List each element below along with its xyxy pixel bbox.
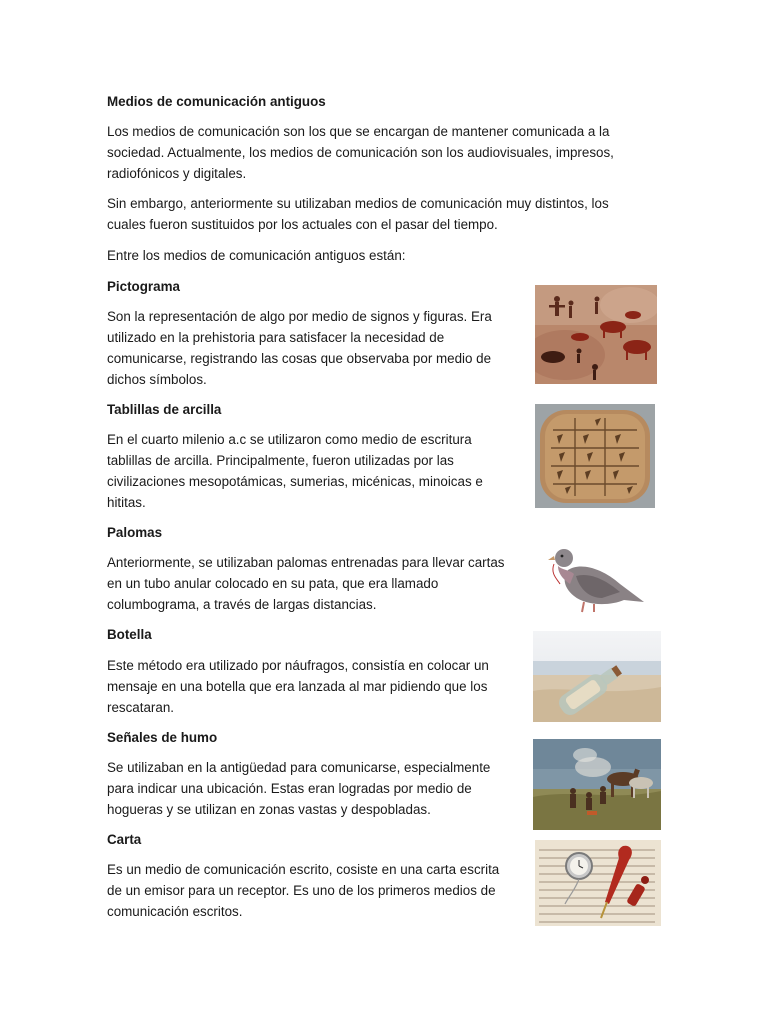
section-heading-botella: Botella bbox=[107, 627, 152, 642]
section-line: Anteriormente, se utilizaban palomas entrenadas para llevar cartas bbox=[107, 555, 505, 570]
section-line: de un emisor para un receptor. Es uno de los primeros medios de bbox=[107, 883, 496, 898]
cave-painting-image bbox=[535, 285, 657, 384]
section-line: Es un medio de comunicación escrito, cosiste en una carta escrita bbox=[107, 862, 500, 877]
section-line: comunicarse, registrando las cosas que observaba por medio de bbox=[107, 351, 492, 366]
section-line: para indicar una ubicación. Estas eran logradas por medio de bbox=[107, 781, 472, 796]
letter-image bbox=[535, 840, 661, 926]
section-heading-carta: Carta bbox=[107, 832, 142, 847]
smoke-signals-image bbox=[533, 739, 661, 830]
section-line: comunicación escritos. bbox=[107, 904, 243, 919]
clay-tablet-image bbox=[535, 404, 655, 508]
intro-line: Los medios de comunicación son los que se encargan de mantener comunicada a la bbox=[107, 124, 610, 139]
intro-line: cuales fueron sustituidos por los actuales con el pasar del tiempo. bbox=[107, 217, 498, 232]
section-line: Este método era utilizado por náufragos, consistía en colocar un bbox=[107, 658, 489, 673]
intro-line: radiofónicos y digitales. bbox=[107, 166, 247, 181]
section-line: utilizado en la prehistoria para satisfacer la necesidad de bbox=[107, 330, 445, 345]
section-heading-tablillas: Tablillas de arcilla bbox=[107, 402, 222, 417]
section-line: en un tubo anular colocado en su pata, que era llamado bbox=[107, 576, 439, 591]
intro-line: Sin embargo, anteriormente su utilizaban medios de comunicación muy distintos, los bbox=[107, 196, 609, 211]
section-line: civilizaciones mesopotámicas, sumerias, micénicas, minoicas e bbox=[107, 474, 483, 489]
page-title: Medios de comunicación antiguos bbox=[107, 94, 326, 109]
section-line: columbograma, a través de largas distancias. bbox=[107, 597, 377, 612]
section-heading-pictograma: Pictograma bbox=[107, 279, 180, 294]
intro-line: sociedad. Actualmente, los medios de comunicación son los audiovisuales, impresos, bbox=[107, 145, 614, 160]
section-line: Se utilizaban en la antigüedad para comunicarse, especialmente bbox=[107, 760, 491, 775]
section-line: hititas. bbox=[107, 495, 146, 510]
section-heading-palomas: Palomas bbox=[107, 525, 163, 540]
pigeon-image bbox=[540, 540, 648, 618]
section-line: dichos símbolos. bbox=[107, 372, 207, 387]
section-line: tablillas de arcilla. Principalmente, fueron utilizadas por las bbox=[107, 453, 454, 468]
section-line: Son la representación de algo por medio de signos y figuras. Era bbox=[107, 309, 492, 324]
section-line: rescataran. bbox=[107, 700, 174, 715]
message-bottle-image bbox=[533, 631, 661, 722]
section-line: mensaje en una botella que era lanzada al mar pidiendo que los bbox=[107, 679, 488, 694]
intro-line: Entre los medios de comunicación antiguos están: bbox=[107, 248, 406, 263]
section-line: En el cuarto milenio a.c se utilizaron como medio de escritura bbox=[107, 432, 472, 447]
section-heading-senales-de-humo: Señales de humo bbox=[107, 730, 218, 745]
section-line: hogueras y se utilizan en zonas vastas y despobladas. bbox=[107, 802, 431, 817]
